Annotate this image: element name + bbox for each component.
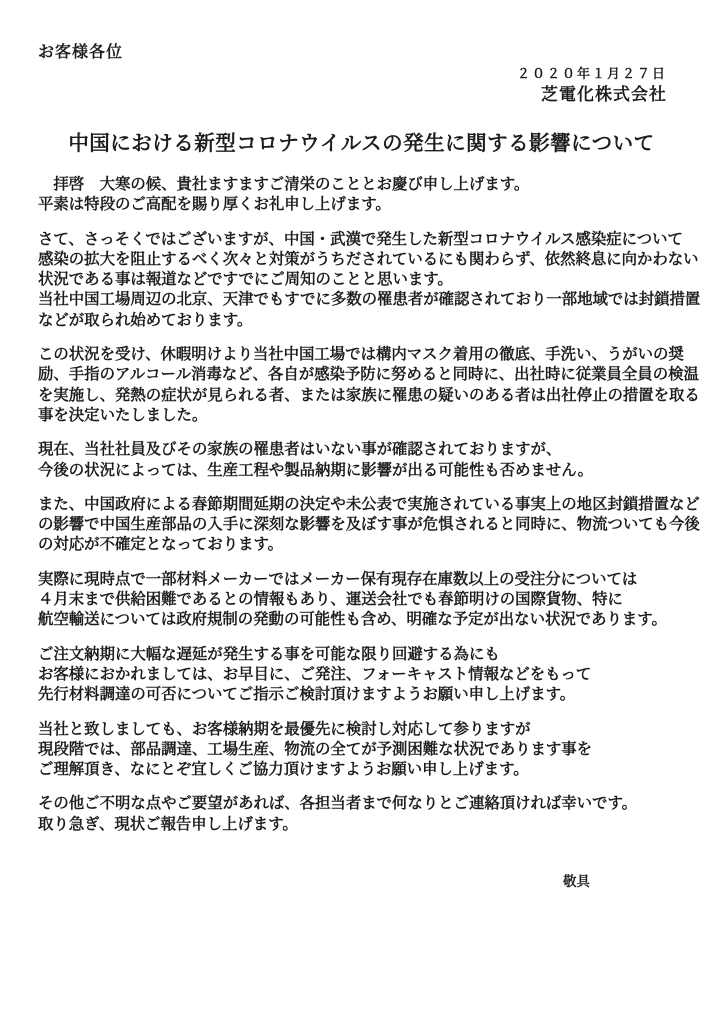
paragraph-line: 事を決定いたしました。 xyxy=(38,406,208,424)
paragraph-line: ４月末まで供給困難であるとの情報もあり、運送会社でも春節明けの国際貨物、特に xyxy=(38,591,623,609)
paragraph-line: 励、手指のアルコール消毒など、各自が感染予防に努めると同時に、出社時に従業員全員の検温 xyxy=(38,366,699,384)
paragraph xyxy=(38,645,685,706)
letter-title: 中国における新型コロナウイルスの発生に関する影響について xyxy=(68,133,655,155)
paragraph-line: その他ご不明な点やご要望があれば、各担当者まで何なりとご連絡頂ければ幸いです。 xyxy=(38,795,638,813)
paragraph-line: 状況である事は報道などですでにご周知のことと思います。 xyxy=(38,271,453,289)
paragraph xyxy=(38,570,685,631)
paragraph-line: 拝啓 大寒の候、貴社ますますご清栄のこととお慶び申し上げます。 xyxy=(38,176,530,193)
paragraph xyxy=(38,495,700,556)
paragraph-line: を実施し、発熱の症状が見られる者、または家族に罹患の疑いのある者は出社停止の措置を取る xyxy=(38,386,700,404)
paragraph xyxy=(38,230,701,331)
paragraph-line: 今後の状況によっては、生産工程や製品納期に影響が出る可能性も否めません。 xyxy=(38,461,593,479)
paragraph-line: 先行材料調達の可否についてご指示ご検討頂けますようお願い申し上げます。 xyxy=(38,686,576,704)
paragraph xyxy=(38,345,700,426)
paragraph xyxy=(38,440,685,481)
recipient-line: お客様各位 xyxy=(38,44,124,61)
paragraph-line: 取り急ぎ、現状ご報告申し上げます。 xyxy=(38,815,298,833)
paragraph-line: 当社中国工場周辺の北京、天津でもすでに多数の罹患者が確認されており一部地域では封鎖措置 xyxy=(38,291,701,309)
paragraph xyxy=(38,175,685,216)
paragraph-line: この状況を受け、休暇明けより当社中国工場では構内マスク着用の徹底、手洗い、うがいの奨 xyxy=(38,346,684,364)
paragraph-line: の対応が不確定となっております。 xyxy=(38,536,284,554)
letter-date: ２０２０年１月２７日 xyxy=(516,66,667,81)
paragraph-line: などが取られ始めております。 xyxy=(38,311,253,329)
paragraph-line: 実際に現時点で一部材料メーカーではメーカー保有現存在庫数以上の受注分については xyxy=(38,570,638,588)
paragraph-line: 現在、当社社員及びその家族の罹患者はいない事が確認されておりますが、 xyxy=(38,441,562,459)
letter-body xyxy=(38,175,701,835)
paragraph-line: 平素は特段のご高配を賜り厚くお礼申し上げます。 xyxy=(38,196,391,214)
paragraph-line: ご理解頂き、なにとぞ宜しくご協力頂けますようお願い申し上げます。 xyxy=(38,761,529,779)
paragraph-line: さて、さっそくではございますが、中国・武漢で発生した新型コロナウイルス感染症について xyxy=(38,230,683,248)
paragraph-line: お客様におかれましては、お早目に、ご発注、フォーキャスト情報などをもって xyxy=(38,665,592,683)
closing-keigu: 敬具 xyxy=(563,874,590,890)
paragraph-line: 航空輸送については政府規制の発動の可能性も含め、明確な予定が出ない状況であります。 xyxy=(38,611,667,629)
company-name: 芝電化株式会社 xyxy=(541,85,667,104)
sender-block xyxy=(38,66,685,105)
paragraph xyxy=(38,720,685,781)
paragraph-line: 現段階では、部品調達、工場生産、物流の全てが予測困難な状況であります事を xyxy=(38,740,593,758)
paragraph-line: また、中国政府による春節期間延期の決定や未公表で実施されている事実上の地区封鎖措置など xyxy=(38,495,700,513)
paragraph-line: 感染の拡大を阻止するべく次々と対策がうちだされているにも関わらず、依然終息に向かわない xyxy=(38,250,699,268)
paragraph xyxy=(38,794,685,835)
paragraph-line: 当社と致しましても、お客様納期を最優先に検討し対応して参りますが xyxy=(38,720,531,738)
paragraph-line: の影響で中国生産部品の入手に深刻な影響を及ぼす事が危惧されると同時に、物流ついても今後 xyxy=(38,516,700,534)
paragraph-line: ご注文納期に大幅な遅延が発生する事を可能な限り回避する為にも xyxy=(38,645,500,663)
